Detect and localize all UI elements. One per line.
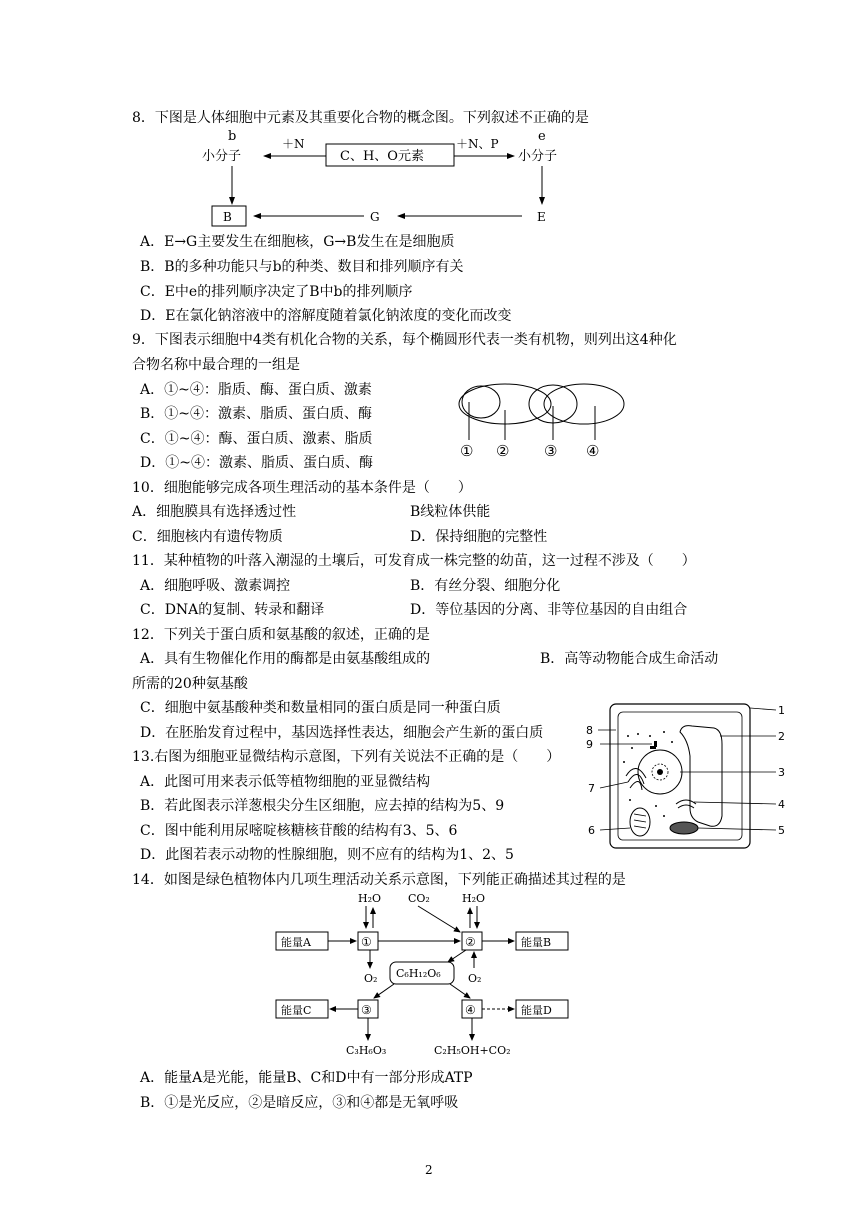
- q14-option-a: A．能量A是光能，能量B、C和D中有一部分形成ATP: [140, 1070, 473, 1086]
- q10-option-d: D．保持细胞的完整性: [410, 529, 548, 545]
- q14-o2-right: O₂: [468, 972, 482, 985]
- q9-option-a: A．①~④：脂质、酶、蛋白质、激素: [140, 382, 372, 398]
- q14-lactic: C₃H₆O₃: [346, 1044, 387, 1057]
- q12-option-b: B．高等动物能合成生命活动: [540, 651, 719, 667]
- q8-G-label: G: [370, 210, 380, 224]
- q8-concept-diagram: [190, 128, 590, 228]
- q10-option-c: C．细胞核内有遗传物质: [132, 529, 283, 545]
- q11-option-b: B．有丝分裂、细胞分化: [410, 578, 561, 594]
- q8-left-arrow-label: ＋N: [282, 137, 305, 151]
- q13-label-9: 9: [586, 738, 593, 751]
- q14-co2: CO₂: [408, 892, 430, 905]
- q14-node-1: ①: [361, 935, 372, 949]
- q9-option-b: B．①~④：激素、脂质、蛋白质、酶: [140, 406, 373, 422]
- q13-label-4: 4: [778, 798, 785, 811]
- q12-option-d: D．在胚胎发育过程中，基因选择性表达，细胞会产生新的蛋白质: [140, 725, 544, 741]
- q13-cell-diagram: [580, 696, 790, 856]
- q9-option-d: D．①~④：激素、脂质、蛋白质、酶: [140, 455, 373, 471]
- q8-stem: 8．下图是人体细胞中元素及其重要化合物的概念图。下列叙述不正确的是: [132, 110, 589, 126]
- q13-label-7: 7: [588, 782, 595, 795]
- q13-option-b: B．若此图表示洋葱根尖分生区细胞，应去掉的结构为5、9: [140, 798, 505, 814]
- q13-option-a: A．此图可用来表示低等植物细胞的亚显微结构: [140, 774, 431, 790]
- q9-option-c: C．①~④：酶、蛋白质、激素、脂质: [140, 431, 373, 447]
- q14-node-4: ④: [465, 1003, 476, 1017]
- q8-b-letter: b: [228, 129, 237, 144]
- q13-label-6: 6: [588, 824, 595, 837]
- q14-node-3: ③: [361, 1003, 372, 1017]
- q14-energy-c: 能量C: [281, 1004, 312, 1017]
- q13-label-8: 8: [586, 724, 593, 737]
- q11-option-a: A．细胞呼吸、激素调控: [140, 578, 291, 594]
- q12-option-c: C．细胞中氨基酸种类和数量相同的蛋白质是同一种蛋白质: [140, 700, 501, 716]
- q8-b-label: 小分子: [202, 149, 242, 164]
- q11-stem: 11．某种植物的叶落入潮湿的土壤后，可发育成一株完整的幼苗，这一过程不涉及（ ）: [132, 553, 696, 569]
- q13-label-3: 3: [778, 766, 785, 779]
- q10-stem: 10．细胞能够完成各项生理活动的基本条件是（ ）: [132, 480, 472, 496]
- q13-option-d: D．此图若表示动物的性腺细胞，则不应有的结构为1、2、5: [140, 847, 514, 863]
- q14-h2o-right: H₂O: [462, 892, 486, 905]
- q8-option-d: D．E在氯化钠溶液中的溶解度随着氯化钠浓度的变化而改变: [140, 308, 512, 324]
- q14-ethanol: C₂H₅OH+CO₂: [434, 1044, 511, 1057]
- q11-option-d: D．等位基因的分离、非等位基因的自由组合: [410, 602, 688, 618]
- q8-option-a: A．E→G主要发生在细胞核，G→B发生在是细胞质: [140, 234, 455, 250]
- q13-label-1: 1: [778, 704, 785, 717]
- q11-option-c: C．DNA的复制、转录和翻译: [140, 602, 325, 618]
- q13-label-5: 5: [778, 824, 785, 837]
- q13-stem: 13.右图为细胞亚显微结构示意图，下列有关说法不正确的是（ ）: [132, 749, 561, 765]
- q8-option-b: B．B的多种功能只与b的种类、数目和排列顺序有关: [140, 259, 464, 275]
- q9-label-1: ①: [460, 442, 474, 460]
- q14-h2o-left: H₂O: [358, 892, 382, 905]
- q9-ellipse-diagram: [455, 380, 635, 462]
- q9-label-3: ③: [544, 442, 558, 460]
- q13-label-2: 2: [778, 730, 785, 743]
- q8-e-letter: e: [538, 129, 546, 144]
- q14-o2-left: O₂: [364, 972, 378, 985]
- q14-process-diagram: [270, 890, 590, 1060]
- q9-label-4: ④: [586, 442, 600, 460]
- q14-stem: 14．如图是绿色植物体内几项生理活动关系示意图，下列能正确描述其过程的是: [132, 872, 626, 888]
- q10-option-b: B线粒体供能: [410, 504, 491, 520]
- q8-B-box: B: [223, 210, 232, 224]
- q8-center-box: C、H、O元素: [340, 149, 424, 164]
- q14-node-2: ②: [465, 935, 476, 949]
- q8-e-label: 小分子: [518, 149, 558, 164]
- q8-option-c: C．E中e的排列顺序决定了B中b的排列顺序: [140, 284, 413, 300]
- q9-stem-line2: 合物名称中最合理的一组是: [132, 357, 300, 373]
- q12-option-a: A．具有生物催化作用的酶都是由氨基酸组成的: [140, 651, 431, 667]
- page-number: 2: [425, 1163, 433, 1177]
- q8-E-label: E: [537, 210, 546, 224]
- q14-glucose: C₆H₁₂O₆: [396, 967, 441, 980]
- q10-option-a: A．细胞膜具有选择透过性: [132, 504, 297, 520]
- q14-energy-b: 能量B: [521, 936, 552, 949]
- q14-energy-a: 能量A: [281, 936, 311, 949]
- q14-energy-d: 能量D: [521, 1004, 552, 1017]
- q12-option-b-cont: 所需的20种氨基酸: [132, 676, 248, 692]
- q8-right-arrow-label: ＋N、P: [456, 137, 499, 151]
- q13-option-c: C．图中能利用尿嘧啶核糖核苷酸的结构有3、5、6: [140, 823, 458, 839]
- q12-stem: 12．下列关于蛋白质和氨基酸的叙述，正确的是: [132, 627, 430, 643]
- q14-option-b: B．①是光反应，②是暗反应，③和④都是无氧呼吸: [140, 1095, 459, 1111]
- q9-stem-line1: 9．下图表示细胞中4类有机化合物的关系，每个椭圆形代表一类有机物，则列出这4种化: [132, 332, 677, 348]
- q9-label-2: ②: [496, 442, 510, 460]
